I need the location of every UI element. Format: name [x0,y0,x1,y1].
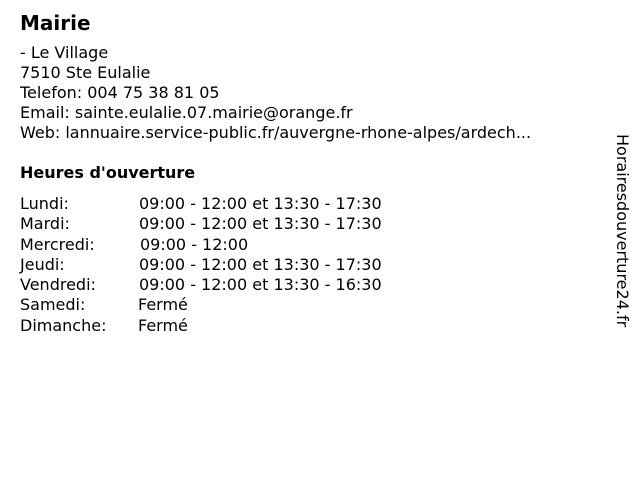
email-line[interactable]: Email: sainte.eulalie.07.mairie@orange.fr [20,103,353,122]
site-watermark: Horairesdouverture24.fr [613,134,632,328]
page-title: Mairie [20,11,91,35]
street-line: - Le Village [20,43,109,62]
day-label: Mercredi: [20,234,95,254]
address-block [20,43,531,143]
day-label: Mardi: [20,214,70,234]
day-label: Dimanche: [20,315,107,335]
day-label: Vendredi: [20,275,96,295]
web-line[interactable]: Web: lannuaire.service-public.fr/auvergne-rhone-alpes/ardech... [20,123,532,142]
day-hours: 09:00 - 12:00 [140,234,249,254]
day-hours: 09:00 - 12:00 et 13:30 - 17:30 [139,214,382,234]
opening-hours-heading: Heures d'ouverture [20,163,196,182]
phone-line[interactable]: Telefon: 004 75 38 81 05 [20,83,220,102]
city-line: 7510 Ste Eulalie [20,63,151,82]
day-label: Samedi: [20,295,86,315]
day-hours: Fermé [138,315,188,335]
day-label: Lundi: [20,194,69,213]
day-hours: 09:00 - 12:00 et 13:30 - 17:30 [139,254,382,274]
day-hours: 09:00 - 12:00 et 13:30 - 17:30 [139,194,382,213]
day-label: Jeudi: [20,254,65,274]
day-hours: 09:00 - 12:00 et 13:30 - 16:30 [139,275,382,295]
day-hours: Fermé [138,295,188,315]
